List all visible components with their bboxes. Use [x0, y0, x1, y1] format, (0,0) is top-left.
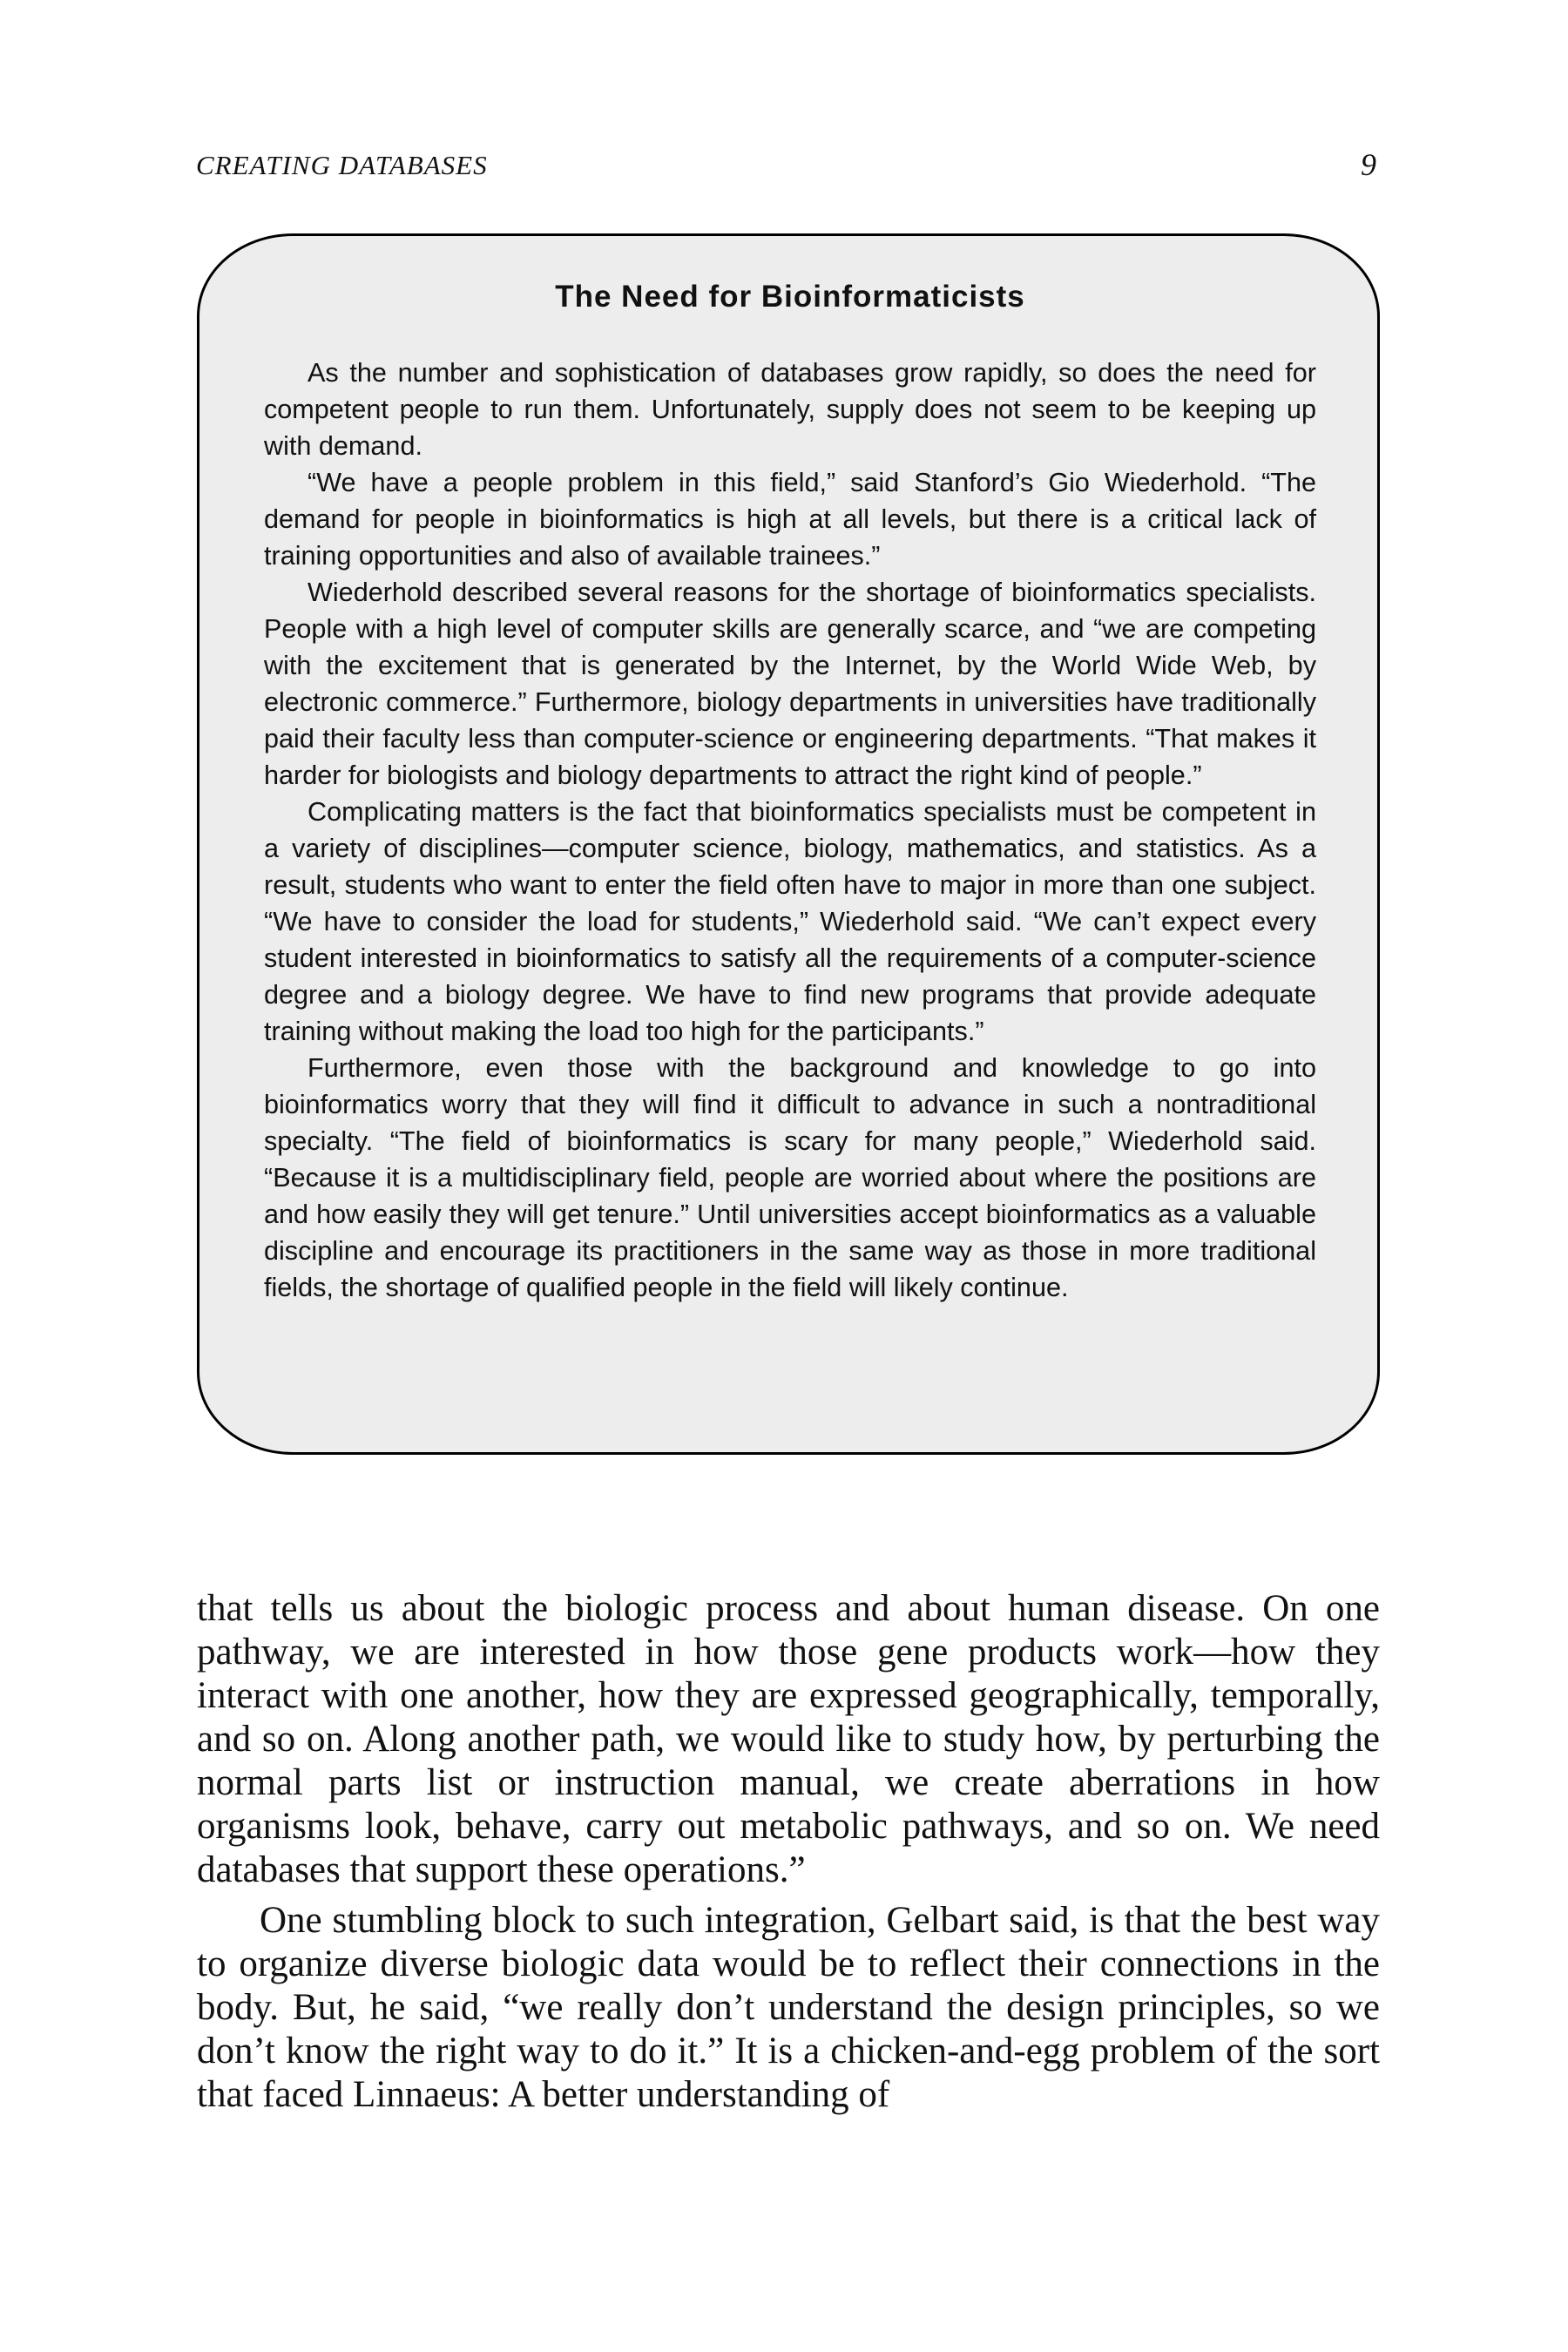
- body-paragraph: that tells us about the biologic process and about human disease. On one pathway, we are interested in how those gene products work—how they interact with one another, how they are expressed geographically, temporally, and so on. Along another path, we would like to study how, by perturbing the normal parts list or instruction manual, we create aberrations in how organisms look, behave, carry out metabolic pathways, and so on. We need databases that support these operations.”: [197, 1588, 1380, 1890]
- sidebar-box: [197, 233, 1380, 1455]
- sidebar-paragraph: Complicating matters is the fact that bioinformatics specialists must be competent in a variety of disciplines—computer science, biology, mathematics, and statistics. As a result, students who want to enter the field often have to major in more than one subject. “We have to consider the load for students,” Wiederhold said. “We can’t expect every student interested in bioinformatics to satisfy all the requirements of a computer-science degree and a biology degree. We have to find new programs that provide adequate training without making the load too high for the participants.”: [264, 797, 1316, 1046]
- sidebar-paragraph: Wiederhold described several reasons for the shortage of bioinformatics specialists. People with a high level of computer skills are generally scarce, and “we are competing with the excitement that is generated by the Internet, by the World Wide Web, by electronic commerce.” Furthermore, biology departments in universities have traditionally paid their faculty less than computer-science or engineering departments. “That makes it harder for biologists and biology departments to attract the right kind of people.”: [264, 578, 1316, 790]
- body-text: [197, 1587, 1380, 2117]
- running-head: CREATING DATABASES: [196, 150, 488, 180]
- sidebar-paragraph: As the number and sophistication of databases grow rapidly, so does the need for competent people to run them. Unfortunately, supply does not seem to be keeping up with demand.: [264, 358, 1316, 461]
- body-paragraph: One stumbling block to such integration, Gelbart said, is that the best way to organize diverse biologic data would be to reflect their connections in the body. But, he said, “we really don’t understand the design principles, so we don’t know the right way to do it.” It is a chicken-and-egg problem of the sort that faced Linnaeus: A better understanding of: [197, 1900, 1380, 2115]
- sidebar-paragraph: Furthermore, even those with the background and knowledge to go into bioinformatics worry that they will find it difficult to advance in such a nontraditional specialty. “The field of bioinformatics is scary for many people,” Wiederhold said. “Because it is a multidisciplinary field, people are worried about where the positions are and how easily they will get tenure.” Until universities accept bioinformatics as a valuable discipline and encourage its practitioners in the same way as those in more traditional fields, the shortage of qualified people in the field will likely continue.: [264, 1053, 1316, 1302]
- page-number: 9: [1361, 147, 1376, 182]
- sidebar-title: The Need for Bioinformaticists: [555, 280, 1025, 314]
- sidebar-paragraph: “We have a people problem in this field,” said Stanford’s Gio Wiederhold. “The demand for people in bioinformatics is high at all levels, but there is a critical lack of training opportunities and also of available trainees.”: [264, 468, 1316, 571]
